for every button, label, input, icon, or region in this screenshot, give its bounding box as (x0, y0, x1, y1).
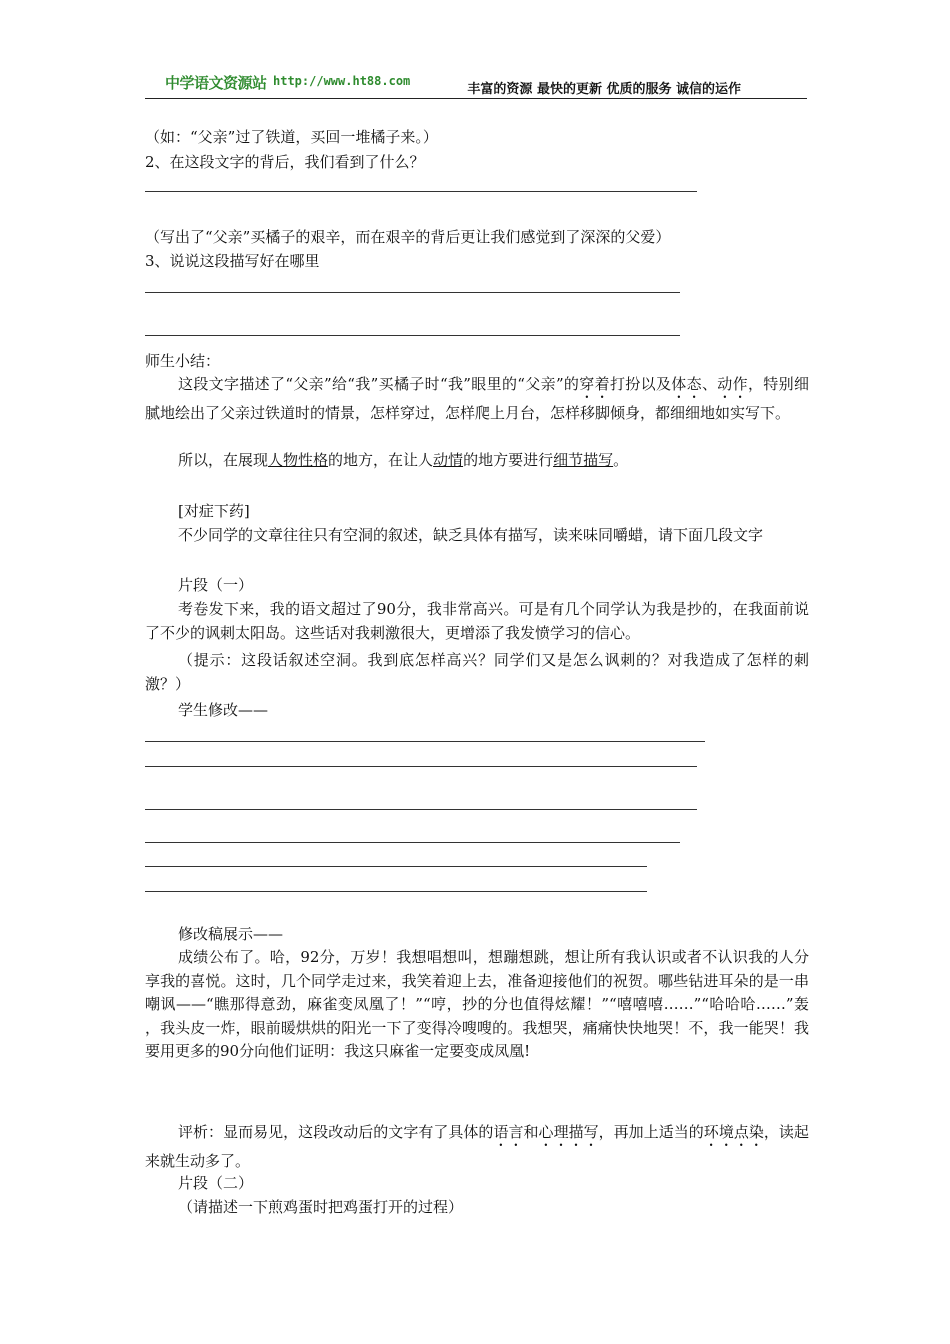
emphasis-text: 穿着 (579, 375, 610, 393)
answer-line (145, 741, 705, 742)
answer-line (145, 292, 680, 293)
summary-title: 师生小结： (145, 352, 221, 370)
student-revise-label: 学生修改—— (178, 701, 269, 719)
answer-line (145, 335, 680, 336)
revised-text: 成绩公布了。哈，92分，万岁！我想唱想叫，想蹦想跳，想让所有我认识或者不认识我的人分享我的喜悦。这时，几个同学走过来，我笑着迎上去，准备迎接他们的祝贺。哪些钻进耳朵的是一串嘲讽——“瞧那得意劲，麻雀变凤凰了！”“哼，抄的分也值得炫耀！”“嘻嘻嘻……”“哈哈哈……”轰 ，我头皮一炸，眼前暖烘烘的阳光一下了变得冷嗖嗖的。我想哭，痛痛快快地哭！不，我一能哭！我要用更多的90分向他们证明：我这只麻雀一定要变成凤凰! (145, 948, 809, 1060)
underlined-text: 人物性格 (268, 451, 329, 469)
emphasis-text: 心理描写 (538, 1123, 599, 1141)
intro-paragraph: 不少同学的文章往往只有空洞的叙述，缺乏具体有描写，读来味同嚼蜡，请下面几段文字 (178, 526, 764, 544)
revised-title: 修改稿展示—— (178, 925, 284, 943)
emphasis-text: 体态 (671, 375, 702, 393)
question-3: 3、说说这段描写好在哪里 (145, 252, 320, 270)
answer-line (145, 866, 647, 867)
underlined-text: 细节描写 (553, 451, 614, 469)
answer-line (145, 891, 647, 892)
answer-line (145, 766, 697, 767)
comment-paragraph: 评析：显而易见，这段改动后的文字有了具体的语言和心理描写，再加上适当的环境点染，读起来就生动多了。 (145, 1123, 809, 1170)
emphasis-text: 环境点染 (703, 1123, 764, 1141)
answer-1: （如：“父亲”过了铁道，买回一堆橘子来。） (145, 128, 438, 146)
section-title: [对症下药] (178, 502, 250, 520)
answer-line (145, 842, 680, 843)
site-logo: 中学语文资源站 (165, 74, 267, 92)
header-slogan: 丰富的资源 最快的更新 优质的服务 诚信的运作 (467, 82, 741, 97)
fragment-1-title: 片段（一） (178, 576, 254, 594)
summary-paragraph-1: 这段文字描述了“父亲”给“我”买橘子时“我”眼里的“父亲”的穿着打扮以及体态、动作，特别细腻地绘出了父亲过铁道时的情景，怎样穿过，怎样爬上月台，怎样移脚倾身，都细细地如实写下。 (145, 375, 809, 422)
emphasis-text: 语言 (493, 1123, 524, 1141)
answer-line (145, 809, 697, 810)
fragment-2-title: 片段（二） (178, 1174, 254, 1192)
summary-paragraph-2: 所以，在展现人物性格的地方，在让人动情的地方要进行细节描写。 (178, 451, 629, 469)
fragment-2-hint: （请描述一下煎鸡蛋时把鸡蛋打开的过程） (178, 1198, 464, 1216)
question-2: 2、在这段文字的背后，我们看到了什么？ (145, 153, 425, 171)
answer-2: （写出了“父亲”买橘子的艰辛，而在艰辛的背后更让我们感觉到了深深的父爱） (145, 228, 671, 246)
emphasis-text: 动作 (717, 375, 748, 393)
answer-line (145, 191, 697, 192)
fragment-1-text: 考卷发下来，我的语文超过了90分，我非常高兴。可是有几个同学认为我是抄的，在我面前说了不少的讽刺太阳岛。这些话对我刺激很大，更增添了我发愤学习的信心。 (145, 600, 809, 642)
page-header (145, 70, 807, 99)
site-url[interactable]: http://www.ht88.com (273, 74, 411, 88)
underlined-text: 动情 (433, 451, 464, 469)
fragment-1-hint: （提示：这段话叙述空洞。我到底怎样高兴？同学们又是怎么讽刺的？对我造成了怎样的刺激？） (145, 651, 809, 693)
